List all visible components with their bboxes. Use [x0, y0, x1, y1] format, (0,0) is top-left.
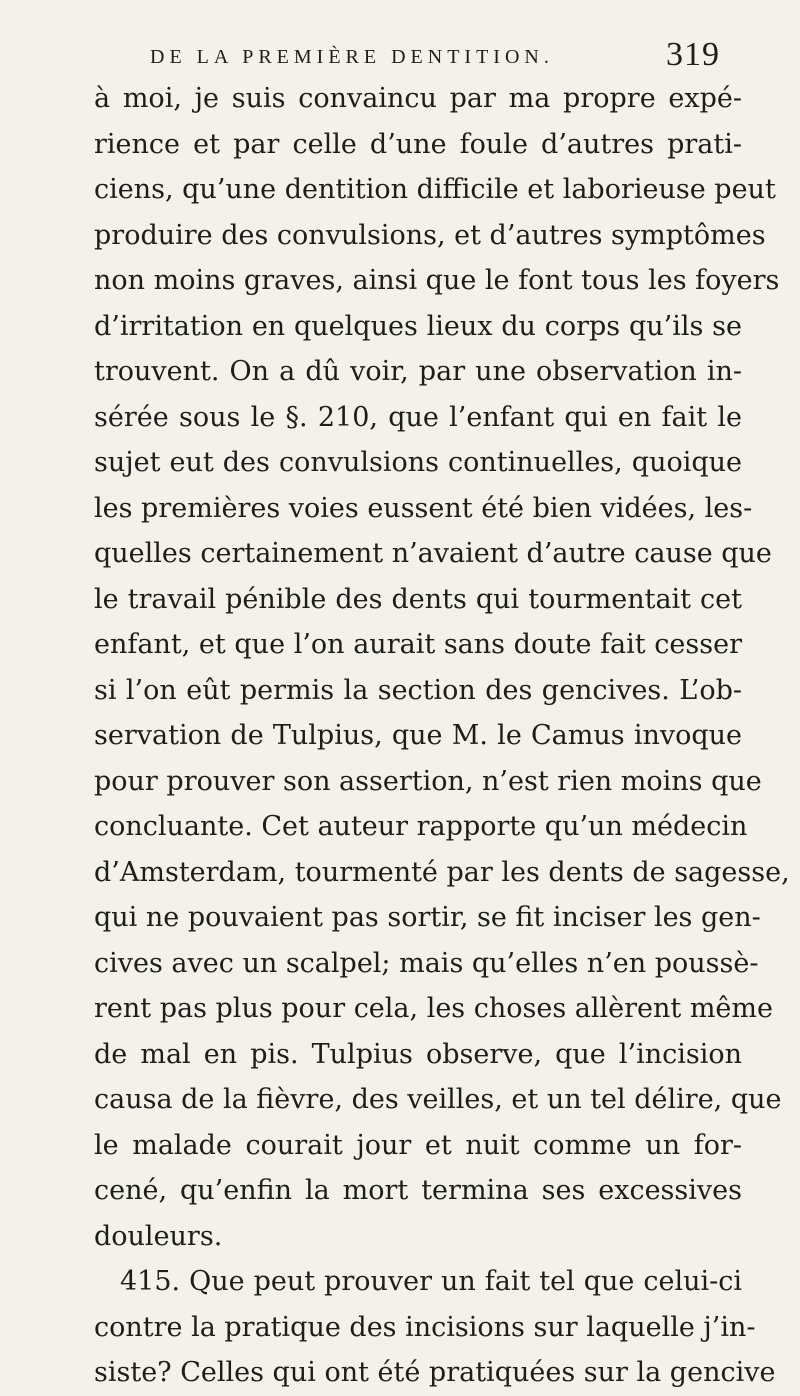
text-line: contre la pratique des incisions sur laquelle j’in- [94, 1311, 756, 1343]
text-line: siste? Celles qui ont été pratiquées sur la gencive [94, 1357, 776, 1388]
text-line: pour prouver son assertion, n’est rien moins que [94, 765, 762, 797]
text-line: d’irritation en quelques lieux du corps qu’ils se [94, 310, 742, 342]
text-line: produire des convulsions, et d’autres symptômes [94, 219, 766, 251]
text-line: sérée sous le §. 210, que l’enfant qui en fait le [94, 401, 742, 433]
page-header [150, 34, 720, 74]
page-number: 319 [666, 36, 720, 73]
text-line: quelles certainement n’avaient d’autre cause que [94, 538, 772, 569]
text-line: cives avec un scalpel; mais qu’elles n’en poussè- [94, 947, 759, 979]
text-line: enfant, et que l’on aurait sans doute fait cesser [94, 629, 742, 660]
text-line: les premières voies eussent été bien vidées, les- [94, 492, 753, 524]
text-line: le malade courait jour et nuit comme un for- [94, 1129, 742, 1161]
text-line: cené, qu’enfin la mort termina ses excessives [94, 1175, 742, 1206]
text-line: concluante. Cet auteur rapporte qu’un médecin [94, 811, 748, 842]
paragraph-start-line: 415. Que peut prouver un fait tel que celui-ci [120, 1266, 742, 1297]
body-text [94, 76, 790, 1396]
text-line: qui ne pouvaient pas sortir, se fit inciser les gen- [94, 902, 761, 933]
text-line: de mal en pis. Tulpius observe, que l’incision [94, 1038, 742, 1070]
text-line: ciens, qu’une dentition difficile et laborieuse peut [94, 174, 776, 205]
text-line: non moins graves, ainsi que le font tous les foyers [94, 265, 780, 296]
text-line: le travail pénible des dents qui tourmentait cet [94, 583, 742, 615]
text-line: d’Amsterdam, tourmenté par les dents de sagesse, [94, 856, 790, 888]
text-line: causa de la fièvre, des veilles, et un tel délire, que [94, 1084, 782, 1115]
text-line: à moi, je suis convaincu par ma propre expé- [94, 83, 742, 114]
text-line: si l’on eût permis la section des gencives. L’ob- [94, 674, 742, 706]
text-line: rience et par celle d’une foule d’autres prati- [94, 128, 742, 160]
text-line: trouvent. On a dû voir, par une observation in- [94, 356, 742, 387]
text-line: rent pas plus pour cela, les choses allèrent même [94, 993, 773, 1024]
text-line: servation de Tulpius, que M. le Camus invoque [94, 720, 742, 751]
text-line: douleurs. [94, 1220, 223, 1252]
running-head: DE LA PREMIÈRE DENTITION. [150, 46, 554, 68]
text-line: sujet eut des convulsions continuelles, quoique [94, 447, 742, 478]
